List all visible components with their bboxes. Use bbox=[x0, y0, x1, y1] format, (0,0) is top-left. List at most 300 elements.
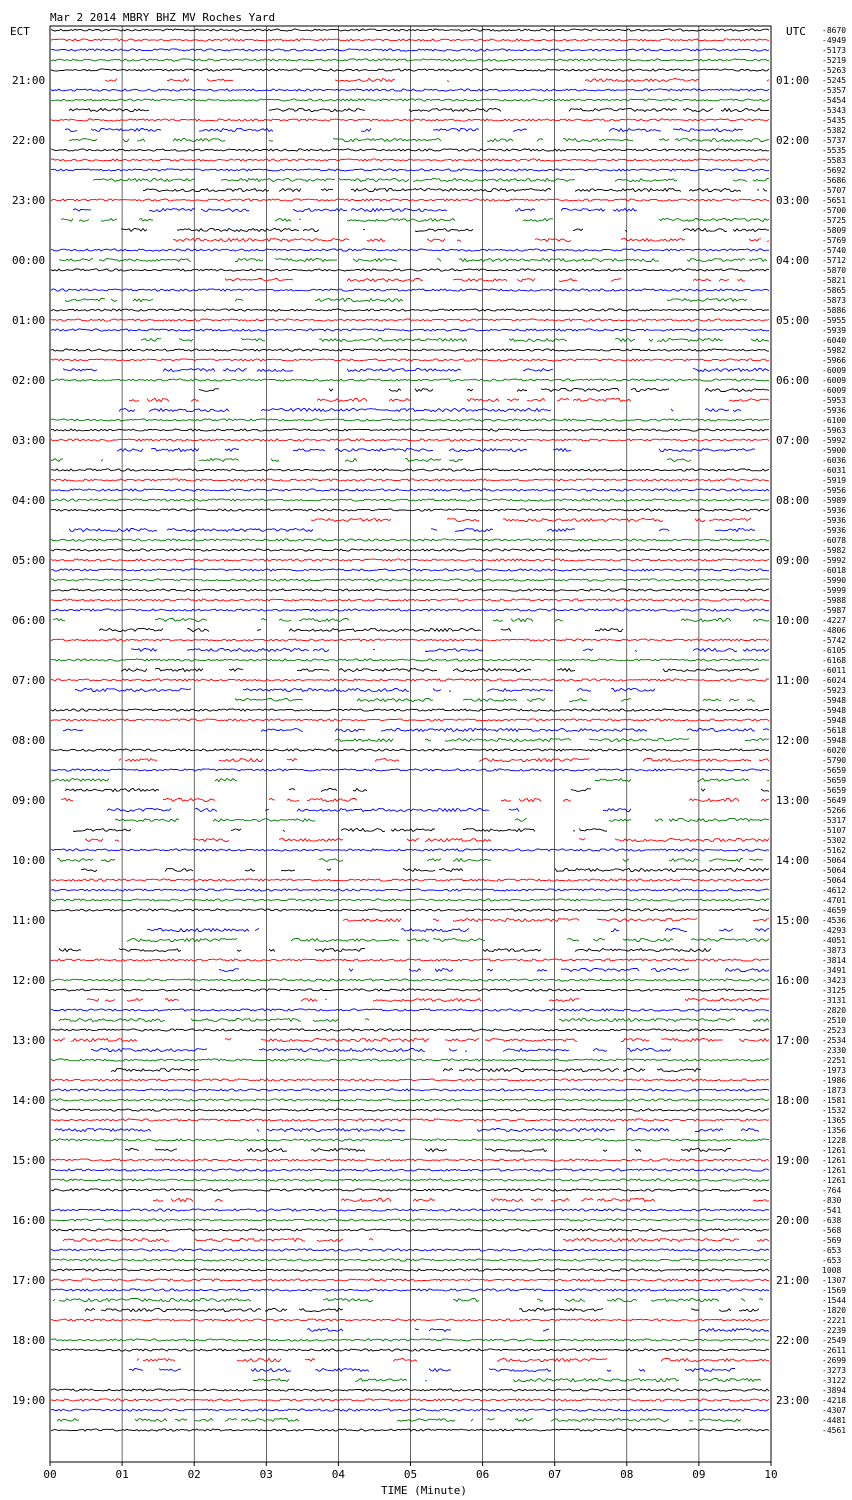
count-label: -5966 bbox=[822, 356, 847, 365]
count-label: -653 bbox=[822, 1256, 842, 1265]
trace-row bbox=[51, 549, 769, 551]
count-label: -2251 bbox=[822, 1056, 847, 1065]
count-label: -5982 bbox=[822, 346, 847, 355]
trace-row bbox=[51, 169, 769, 171]
ect-hour-label: 03:00 bbox=[12, 434, 46, 447]
x-tick-label: 04 bbox=[331, 1468, 346, 1481]
utc-hour-label: 04:00 bbox=[776, 254, 810, 267]
count-label: -5740 bbox=[822, 246, 847, 255]
trace-row bbox=[51, 569, 769, 571]
count-label: -5583 bbox=[822, 156, 847, 165]
count-label: -5956 bbox=[822, 486, 847, 495]
trace-row bbox=[51, 49, 769, 51]
count-label: -2239 bbox=[822, 1326, 847, 1335]
trace-row bbox=[343, 918, 769, 921]
trace-row bbox=[55, 1128, 759, 1131]
ect-hour-label: 23:00 bbox=[12, 194, 46, 207]
count-label: -5999 bbox=[822, 586, 847, 595]
trace-row bbox=[51, 1409, 769, 1411]
utc-hour-label: 18:00 bbox=[776, 1094, 810, 1107]
count-labels bbox=[822, 26, 846, 1435]
utc-hour-label: 20:00 bbox=[776, 1214, 810, 1227]
count-label: -5953 bbox=[822, 396, 847, 405]
utc-hour-label: 22:00 bbox=[776, 1334, 810, 1347]
trace-row bbox=[51, 1349, 769, 1351]
trace-row bbox=[153, 1198, 769, 1201]
count-label: -6020 bbox=[822, 746, 847, 755]
count-label: -5936 bbox=[822, 526, 847, 535]
trace-row bbox=[51, 769, 769, 771]
trace-row bbox=[51, 509, 769, 511]
count-label: -5535 bbox=[822, 146, 847, 155]
utc-hour-label: 19:00 bbox=[776, 1154, 810, 1167]
utc-hour-labels bbox=[776, 74, 809, 1407]
trace-row bbox=[51, 659, 769, 661]
trace-row bbox=[199, 388, 769, 391]
ect-hour-label: 13:00 bbox=[12, 1034, 46, 1047]
trace-row bbox=[51, 1279, 769, 1281]
count-label: -5435 bbox=[822, 116, 847, 125]
trace-row bbox=[51, 1189, 769, 1191]
trace-row bbox=[59, 948, 711, 951]
trace-row bbox=[51, 579, 769, 581]
trace-row bbox=[105, 78, 769, 81]
trace-row bbox=[51, 1209, 769, 1211]
trace-row bbox=[61, 798, 769, 801]
count-label: -1261 bbox=[822, 1166, 847, 1175]
count-label: -5692 bbox=[822, 166, 847, 175]
trace-row bbox=[51, 1099, 769, 1101]
count-label: -5064 bbox=[822, 866, 847, 875]
count-label: -6009 bbox=[822, 376, 847, 385]
ect-hour-label: 02:00 bbox=[12, 374, 46, 387]
trace-row bbox=[51, 539, 769, 541]
x-tick-label: 06 bbox=[475, 1468, 490, 1481]
ect-axis-label: ECT bbox=[10, 25, 30, 38]
count-label: 1008 bbox=[822, 1266, 842, 1275]
utc-hour-label: 12:00 bbox=[776, 734, 810, 747]
count-label: -3273 bbox=[822, 1366, 847, 1375]
count-label: -5302 bbox=[822, 836, 847, 845]
trace-row bbox=[51, 458, 753, 461]
count-label: -5245 bbox=[822, 76, 847, 85]
count-label: -2330 bbox=[822, 1046, 847, 1055]
trace-row bbox=[51, 89, 769, 91]
count-label: -1228 bbox=[822, 1136, 847, 1145]
count-label: -5821 bbox=[822, 276, 847, 285]
count-label: -6009 bbox=[822, 366, 847, 375]
trace-row bbox=[73, 828, 607, 831]
count-label: -4701 bbox=[822, 896, 847, 905]
trace-row bbox=[137, 1358, 769, 1361]
count-label: -3131 bbox=[822, 996, 847, 1005]
trace-row bbox=[51, 159, 769, 161]
trace-row bbox=[51, 1029, 769, 1031]
x-axis-title: TIME (Minute) bbox=[380, 1484, 468, 1497]
trace-row bbox=[51, 1219, 769, 1221]
ect-hour-labels bbox=[12, 74, 45, 1407]
trace-row bbox=[65, 788, 769, 791]
ect-hour-label: 14:00 bbox=[12, 1094, 46, 1107]
count-label: -5963 bbox=[822, 426, 847, 435]
count-label: -5173 bbox=[822, 46, 847, 55]
count-label: -5939 bbox=[822, 326, 847, 335]
trace-row bbox=[57, 858, 769, 861]
trace-row bbox=[225, 278, 745, 281]
count-label: -5357 bbox=[822, 86, 847, 95]
trace-row bbox=[51, 1429, 769, 1431]
trace-row bbox=[51, 1269, 769, 1271]
trace-row bbox=[51, 599, 769, 601]
count-label: -569 bbox=[822, 1236, 842, 1245]
trace-row bbox=[51, 1229, 769, 1231]
ect-hour-label: 22:00 bbox=[12, 134, 46, 147]
utc-hour-label: 21:00 bbox=[776, 1274, 810, 1287]
trace-row bbox=[119, 758, 769, 761]
trace-row bbox=[51, 29, 769, 31]
count-label: -5982 bbox=[822, 546, 847, 555]
trace-row bbox=[51, 778, 769, 781]
trace-row bbox=[51, 439, 769, 441]
trace-row bbox=[111, 1068, 701, 1071]
ect-hour-label: 18:00 bbox=[12, 1334, 46, 1347]
trace-row bbox=[131, 648, 769, 651]
count-label: -5769 bbox=[822, 236, 847, 245]
trace-row bbox=[85, 1308, 759, 1311]
count-label: -6078 bbox=[822, 536, 847, 545]
count-label: -5992 bbox=[822, 556, 847, 565]
count-label: -5948 bbox=[822, 706, 847, 715]
utc-hour-label: 08:00 bbox=[776, 494, 810, 507]
trace-row bbox=[129, 1368, 735, 1371]
count-label: -5948 bbox=[822, 716, 847, 725]
count-label: -4561 bbox=[822, 1426, 847, 1435]
count-label: -3125 bbox=[822, 986, 847, 995]
trace-row bbox=[51, 1399, 769, 1401]
trace-row bbox=[51, 199, 769, 201]
ect-hour-label: 17:00 bbox=[12, 1274, 46, 1287]
ect-hour-label: 11:00 bbox=[12, 914, 46, 927]
trace-row bbox=[51, 749, 769, 751]
count-label: -6168 bbox=[822, 656, 847, 665]
trace-row bbox=[51, 609, 769, 611]
trace-row bbox=[63, 1238, 769, 1241]
trace-row bbox=[51, 589, 769, 591]
trace-row bbox=[87, 998, 769, 1001]
count-label: -1569 bbox=[822, 1286, 847, 1295]
count-label: -2820 bbox=[822, 1006, 847, 1015]
count-label: -3423 bbox=[822, 976, 847, 985]
count-label: -5382 bbox=[822, 126, 847, 135]
utc-hour-label: 23:00 bbox=[776, 1394, 810, 1407]
trace-row bbox=[51, 1079, 769, 1081]
x-tick-label: 02 bbox=[187, 1468, 201, 1481]
trace-row bbox=[311, 518, 751, 521]
x-tick-label: 09 bbox=[692, 1468, 706, 1481]
trace-row bbox=[51, 1139, 769, 1141]
count-label: -6105 bbox=[822, 646, 847, 655]
trace-row bbox=[59, 1018, 769, 1021]
x-tick-label: 00 bbox=[43, 1468, 57, 1481]
count-label: -5659 bbox=[822, 766, 847, 775]
trace-row bbox=[51, 69, 769, 71]
count-label: -638 bbox=[822, 1216, 842, 1225]
count-label: -5990 bbox=[822, 576, 847, 585]
ect-hour-label: 16:00 bbox=[12, 1214, 46, 1227]
count-label: -5064 bbox=[822, 856, 847, 865]
trace-row bbox=[51, 899, 769, 901]
count-label: -568 bbox=[822, 1226, 842, 1235]
trace-row bbox=[51, 559, 769, 561]
trace-row bbox=[51, 979, 769, 981]
trace-row bbox=[125, 1148, 731, 1151]
count-label: -5987 bbox=[822, 606, 847, 615]
trace-row bbox=[127, 938, 769, 941]
x-tick-label: 07 bbox=[548, 1468, 562, 1481]
count-label: -2510 bbox=[822, 1016, 847, 1025]
count-label: -4806 bbox=[822, 626, 847, 635]
x-tick-label: 08 bbox=[620, 1468, 634, 1481]
trace-row bbox=[69, 108, 769, 111]
trace-row bbox=[51, 39, 769, 41]
count-label: -5659 bbox=[822, 776, 847, 785]
trace-row bbox=[141, 338, 769, 341]
trace-row bbox=[51, 1089, 769, 1091]
count-label: -5742 bbox=[822, 636, 847, 645]
trace-row bbox=[75, 688, 733, 691]
ect-hour-label: 19:00 bbox=[12, 1394, 46, 1407]
count-label: -4536 bbox=[822, 916, 847, 925]
count-label: -1261 bbox=[822, 1176, 847, 1185]
trace-row bbox=[117, 448, 755, 451]
count-label: -4218 bbox=[822, 1396, 847, 1405]
trace-row bbox=[219, 968, 769, 971]
count-label: -830 bbox=[822, 1196, 842, 1205]
count-label: -6018 bbox=[822, 566, 847, 575]
count-label: -6011 bbox=[822, 666, 847, 675]
trace-row bbox=[51, 249, 769, 251]
count-label: -4227 bbox=[822, 616, 847, 625]
count-label: -1973 bbox=[822, 1066, 847, 1075]
trace-row bbox=[51, 309, 769, 311]
trace-row bbox=[51, 149, 769, 151]
count-label: -3873 bbox=[822, 946, 847, 955]
count-label: -5936 bbox=[822, 516, 847, 525]
ect-hour-label: 00:00 bbox=[12, 254, 46, 267]
count-label: -5107 bbox=[822, 826, 847, 835]
count-label: -3814 bbox=[822, 956, 847, 965]
trace-row bbox=[51, 379, 769, 381]
count-label: -4949 bbox=[822, 36, 847, 45]
trace-row bbox=[73, 208, 637, 211]
trace-row bbox=[107, 808, 631, 811]
trace-row bbox=[51, 99, 769, 101]
trace-row bbox=[51, 879, 769, 881]
count-label: -5317 bbox=[822, 816, 847, 825]
trace-row bbox=[51, 1059, 769, 1061]
seismic-traces bbox=[51, 29, 769, 1431]
count-label: -1365 bbox=[822, 1116, 847, 1125]
trace-row bbox=[51, 1109, 769, 1111]
count-label: -5992 bbox=[822, 436, 847, 445]
count-label: -5659 bbox=[822, 786, 847, 795]
utc-axis-label: UTC bbox=[786, 25, 806, 38]
count-label: -764 bbox=[822, 1186, 842, 1195]
count-label: -1356 bbox=[822, 1126, 847, 1135]
count-label: -2523 bbox=[822, 1026, 847, 1035]
trace-row bbox=[51, 639, 769, 641]
trace-row bbox=[121, 668, 759, 671]
x-tick-label: 03 bbox=[259, 1468, 273, 1481]
trace-row bbox=[51, 709, 769, 711]
count-label: -6009 bbox=[822, 386, 847, 395]
count-label: -5343 bbox=[822, 106, 847, 115]
minute-gridlines bbox=[50, 26, 771, 1462]
trace-row bbox=[85, 838, 769, 841]
trace-row bbox=[51, 59, 769, 61]
x-tick-label: 05 bbox=[403, 1468, 418, 1481]
count-label: -5936 bbox=[822, 506, 847, 515]
count-label: -5809 bbox=[822, 226, 847, 235]
trace-row bbox=[51, 469, 769, 471]
count-label: -2611 bbox=[822, 1346, 847, 1355]
ect-hour-label: 07:00 bbox=[12, 674, 46, 687]
utc-hour-label: 16:00 bbox=[776, 974, 810, 987]
count-label: -5700 bbox=[822, 206, 847, 215]
ect-hour-label: 12:00 bbox=[12, 974, 46, 987]
count-label: -5064 bbox=[822, 876, 847, 885]
count-label: -5886 bbox=[822, 306, 847, 315]
trace-row bbox=[51, 1159, 769, 1161]
trace-row bbox=[51, 479, 769, 481]
count-label: -5266 bbox=[822, 806, 847, 815]
count-label: -5651 bbox=[822, 196, 847, 205]
ect-hour-label: 04:00 bbox=[12, 494, 46, 507]
utc-hour-label: 03:00 bbox=[776, 194, 810, 207]
count-label: -2549 bbox=[822, 1336, 847, 1345]
ect-hour-label: 06:00 bbox=[12, 614, 46, 627]
trace-row bbox=[51, 679, 769, 681]
trace-row bbox=[143, 188, 767, 191]
count-label: -5873 bbox=[822, 296, 847, 305]
count-label: -4612 bbox=[822, 886, 847, 895]
trace-row bbox=[51, 349, 769, 351]
trace-row bbox=[53, 618, 769, 621]
trace-row bbox=[129, 398, 769, 401]
ect-hour-label: 09:00 bbox=[12, 794, 46, 807]
count-label: -5955 bbox=[822, 316, 847, 325]
ect-hour-label: 15:00 bbox=[12, 1154, 46, 1167]
count-label: -2699 bbox=[822, 1356, 847, 1365]
trace-row bbox=[51, 1289, 769, 1291]
count-label: -5919 bbox=[822, 476, 847, 485]
trace-row bbox=[51, 1119, 769, 1121]
x-tick-label: 01 bbox=[115, 1468, 129, 1481]
count-label: -4481 bbox=[822, 1416, 847, 1425]
count-label: -4051 bbox=[822, 936, 847, 945]
count-label: -6031 bbox=[822, 466, 847, 475]
count-label: -3122 bbox=[822, 1376, 847, 1385]
count-label: -5454 bbox=[822, 96, 847, 105]
count-label: -5900 bbox=[822, 446, 847, 455]
trace-row bbox=[69, 528, 755, 531]
count-label: -2534 bbox=[822, 1036, 847, 1045]
count-label: -1532 bbox=[822, 1106, 847, 1115]
trace-row bbox=[51, 1249, 769, 1251]
trace-row bbox=[53, 1038, 769, 1041]
utc-hour-label: 06:00 bbox=[776, 374, 810, 387]
trace-row bbox=[99, 628, 623, 631]
trace-row bbox=[115, 818, 769, 821]
trace-row bbox=[53, 1298, 763, 1301]
trace-row bbox=[253, 1378, 761, 1381]
chart-title: Mar 2 2014 MBRY BHZ MV Roches Yard bbox=[50, 11, 276, 24]
count-label: -2221 bbox=[822, 1316, 847, 1325]
ect-hour-label: 21:00 bbox=[12, 74, 46, 87]
count-label: -5870 bbox=[822, 266, 847, 275]
trace-row bbox=[59, 258, 767, 261]
count-label: -1581 bbox=[822, 1096, 847, 1105]
trace-row bbox=[51, 989, 769, 991]
count-label: -5649 bbox=[822, 796, 847, 805]
trace-row bbox=[63, 368, 769, 371]
trace-row bbox=[119, 408, 741, 411]
trace-row bbox=[51, 1009, 769, 1011]
count-label: -1986 bbox=[822, 1076, 847, 1085]
count-label: -5219 bbox=[822, 56, 847, 65]
ect-hour-label: 08:00 bbox=[12, 734, 46, 747]
count-label: -653 bbox=[822, 1246, 842, 1255]
count-label: -1261 bbox=[822, 1146, 847, 1155]
ect-hour-label: 05:00 bbox=[12, 554, 46, 567]
trace-row bbox=[307, 1328, 769, 1331]
count-label: -5263 bbox=[822, 66, 847, 75]
count-label: -4307 bbox=[822, 1406, 847, 1415]
count-label: -5725 bbox=[822, 216, 847, 225]
trace-row bbox=[51, 1319, 769, 1321]
trace-row bbox=[63, 728, 769, 731]
trace-row bbox=[51, 269, 769, 271]
count-label: -6036 bbox=[822, 456, 847, 465]
count-label: -5923 bbox=[822, 686, 847, 695]
trace-row bbox=[51, 419, 769, 421]
count-label: -1820 bbox=[822, 1306, 847, 1315]
trace-row bbox=[69, 138, 769, 141]
trace-row bbox=[51, 959, 769, 961]
trace-row bbox=[51, 1339, 769, 1341]
count-label: -5948 bbox=[822, 736, 847, 745]
trace-row bbox=[51, 319, 769, 321]
trace-row bbox=[61, 218, 769, 221]
trace-row bbox=[57, 1418, 741, 1421]
trace-row bbox=[51, 499, 769, 501]
trace-row bbox=[51, 909, 769, 911]
trace-row bbox=[65, 128, 743, 131]
trace-row bbox=[173, 238, 769, 241]
trace-row bbox=[147, 928, 769, 931]
utc-hour-label: 05:00 bbox=[776, 314, 810, 327]
x-axis bbox=[43, 1462, 777, 1481]
count-label: -5618 bbox=[822, 726, 847, 735]
count-label: -5865 bbox=[822, 286, 847, 295]
utc-hour-label: 13:00 bbox=[776, 794, 810, 807]
count-label: -5948 bbox=[822, 696, 847, 705]
count-label: -1307 bbox=[822, 1276, 847, 1285]
trace-row bbox=[235, 698, 755, 701]
trace-row bbox=[51, 429, 769, 431]
trace-row bbox=[121, 228, 769, 231]
trace-row bbox=[91, 1048, 749, 1051]
